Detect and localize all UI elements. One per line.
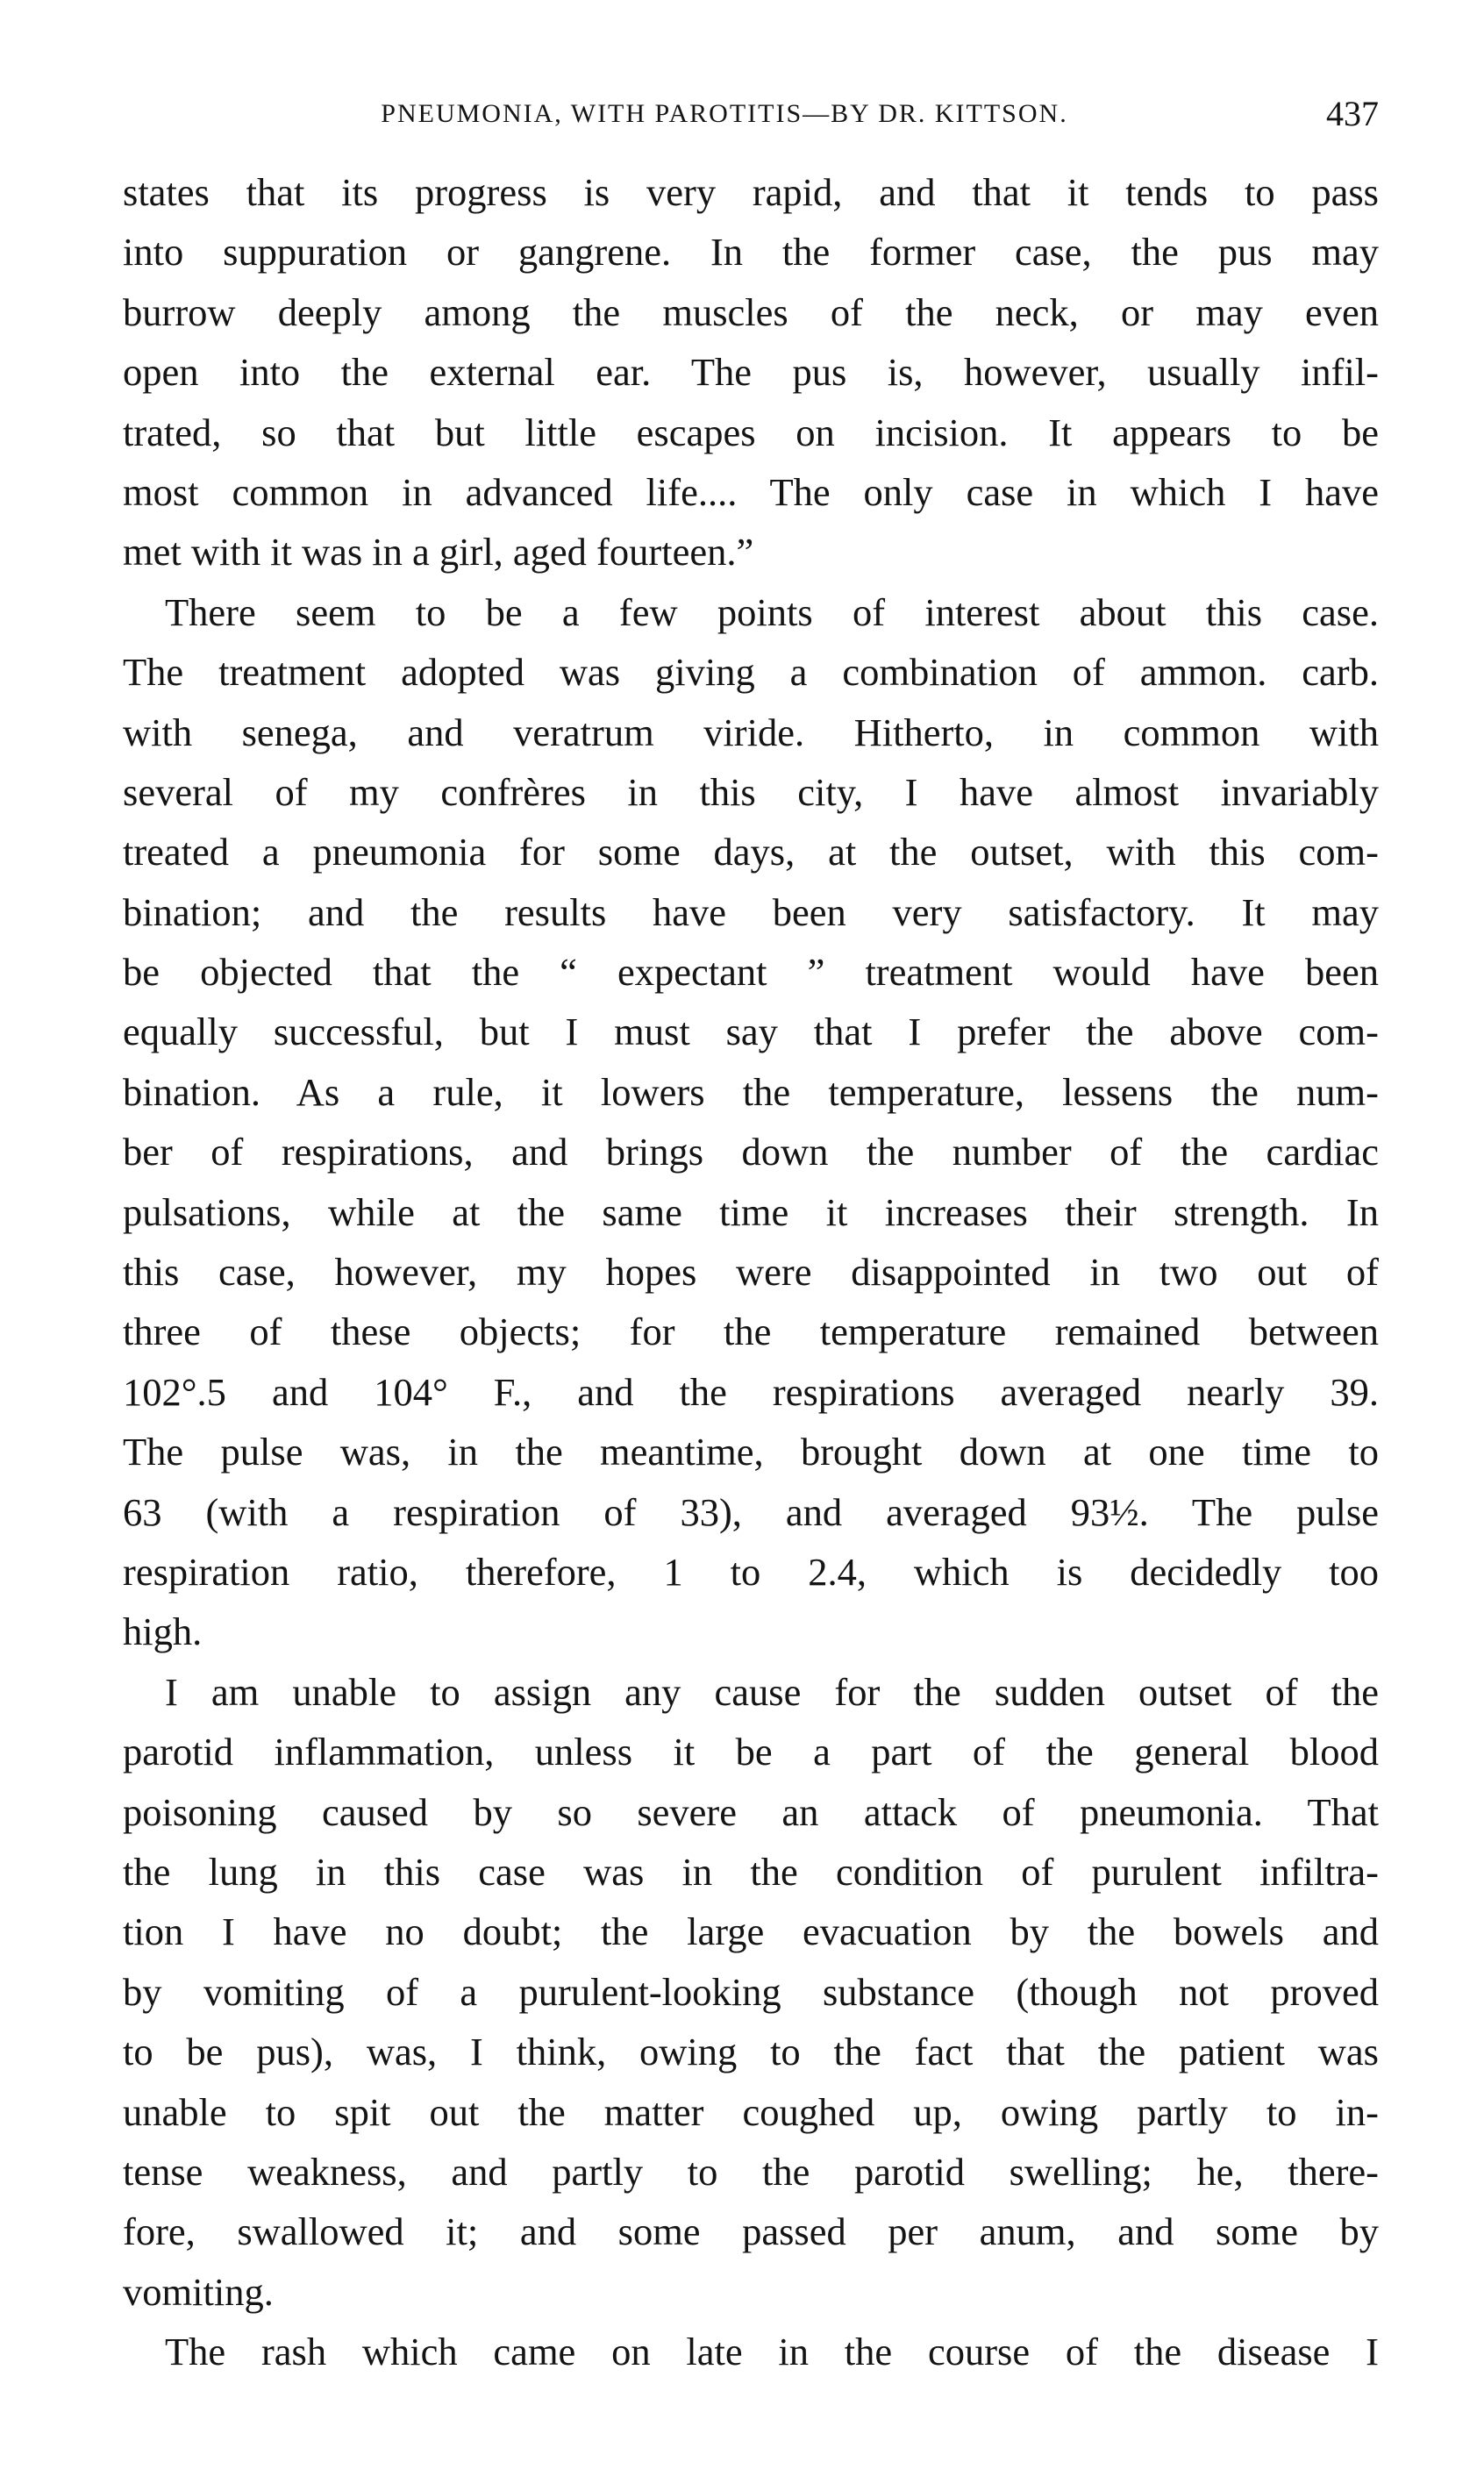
text-line: respiration ratio, therefore, 1 to 2.4, which is decidedly too xyxy=(123,1549,1379,1594)
text-line: trated, so that but little escapes on incision. It appears to be xyxy=(123,410,1379,454)
text-line: with senega, and veratrum viride. Hitherto, in common with xyxy=(123,710,1379,754)
text-line: I am unable to assign any cause for the sudden outset of the xyxy=(165,1669,1379,1714)
text-line: pulsations, while at the same time it increases their strength. In xyxy=(123,1189,1379,1234)
text-line: several of my confrères in this city, I have almost invariably xyxy=(123,769,1379,814)
text-line: to be pus), was, I think, owing to the fact that the patient was xyxy=(123,2030,1379,2074)
running-title: PNEUMONIA, WITH PAROTITIS—BY DR. KITTSON. xyxy=(381,99,1068,128)
text-line: open into the external ear. The pus is, however, usually infil- xyxy=(123,350,1379,395)
text-line: the lung in this case was in the condition of purulent infiltra- xyxy=(123,1849,1379,1894)
text-line: parotid inflammation, unless it be a part of the general blood xyxy=(123,1730,1379,1774)
text-line: The pulse was, in the meantime, brought down at one time to xyxy=(123,1430,1379,1474)
text-line: fore, swallowed it; and some passed per anum, and some by xyxy=(123,2209,1379,2254)
text-line: The treatment adopted was giving a combination of ammon. carb. xyxy=(123,650,1379,695)
text-line: vomiting. xyxy=(123,2269,274,2314)
text-line: The rash which came on late in the course of the disease I xyxy=(165,2330,1379,2374)
text-line: There seem to be a few points of interest about this case. xyxy=(165,589,1379,634)
text-line: three of these objects; for the temperature remained between xyxy=(123,1310,1379,1354)
text-line: most common in advanced life.... The only case in which I have xyxy=(123,469,1379,514)
text-line: into suppuration or gangrene. In the former case, the pus may xyxy=(123,230,1379,275)
text-line: tion I have no doubt; the large evacuation by the bowels and xyxy=(123,1909,1379,1954)
body-text xyxy=(123,162,1379,2381)
text-line: ber of respirations, and brings down the number of the cardiac xyxy=(123,1130,1379,1174)
text-line: this case, however, my hopes were disappointed in two out of xyxy=(123,1250,1379,1295)
text-line: burrow deeply among the muscles of the neck, or may even xyxy=(123,289,1379,334)
text-line: bination. As a rule, it lowers the temperature, lessens the num- xyxy=(123,1069,1379,1114)
text-line: treated a pneumonia for some days, at the outset, with this com- xyxy=(123,830,1379,874)
text-line: unable to spit out the matter coughed up, owing partly to in- xyxy=(123,2089,1379,2134)
text-line: states that its progress is very rapid, and that it tends to pass xyxy=(123,170,1379,214)
running-head xyxy=(123,88,1379,140)
text-line: met with it was in a girl, aged fourteen.” xyxy=(123,530,754,575)
text-line: by vomiting of a purulent-looking substance (though not proved xyxy=(123,1969,1379,2014)
text-line: high. xyxy=(123,1610,203,1654)
text-line: tense weakness, and partly to the parotid swelling; he, there- xyxy=(123,2149,1379,2194)
text-line: 102°.5 and 104° F., and the respirations averaged nearly 39. xyxy=(123,1369,1379,1414)
text-line: be objected that the “ expectant ” treatment would have been xyxy=(123,950,1379,995)
text-line: bination; and the results have been very satisfactory. It may xyxy=(123,889,1379,934)
text-line: 63 (with a respiration of 33), and averaged 93½. The pulse xyxy=(123,1489,1379,1534)
text-line: poisoning caused by so severe an attack of pneumonia. That xyxy=(123,1789,1379,1834)
page-number: 437 xyxy=(1326,94,1379,133)
text-line: equally successful, but I must say that I prefer the above com- xyxy=(123,1010,1379,1054)
